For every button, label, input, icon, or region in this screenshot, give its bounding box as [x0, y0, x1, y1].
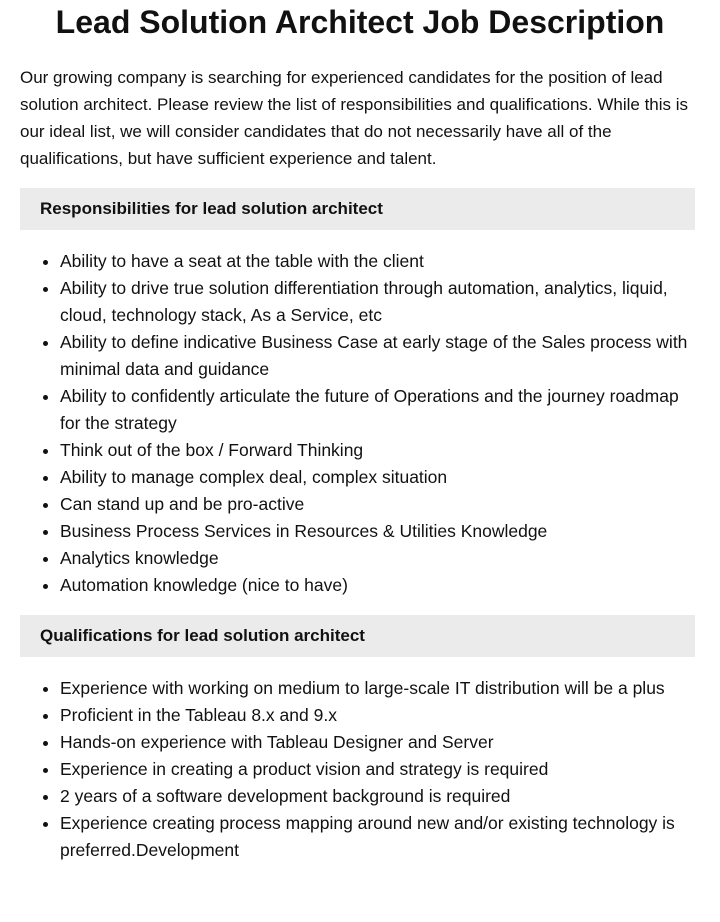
list-item: • Think out of the box / Forward Thinking	[60, 437, 700, 464]
list-item: • Hands-on experience with Tableau Designer and Server	[60, 729, 700, 756]
list-item: • Analytics knowledge	[60, 545, 700, 572]
list-item: • Automation knowledge (nice to have)	[60, 572, 700, 599]
list-item: • Business Process Services in Resources & Utilities Knowledge	[60, 518, 700, 545]
list-item: • Ability to define indicative Business Case at early stage of the Sales process with minimal data and guidance	[60, 329, 700, 383]
list-item: • 2 years of a software development background is required	[60, 783, 700, 810]
qualifications-heading: Qualifications for lead solution architect	[20, 615, 695, 657]
page-title: Lead Solution Architect Job Description	[55, 4, 665, 40]
list-item: • Ability to manage complex deal, complex situation	[60, 464, 700, 491]
list-item: • Experience in creating a product vision and strategy is required	[60, 756, 700, 783]
list-item: • Can stand up and be pro-active	[60, 491, 700, 518]
intro-text: Our growing company is searching for experienced candidates for the position of lead solution architect. Please review the list of responsibilities and qualifications. While this is our ideal list, we will consider candidates that do not necessarily have all of the qualifications, but have sufficient experience and talent.	[20, 68, 689, 168]
list-item: • Ability to confidently articulate the future of Operations and the journey roadmap for the strategy	[60, 383, 700, 437]
list-item: • Experience creating process mapping around new and/or existing technology is preferred.Development	[60, 810, 700, 864]
qualifications-list	[20, 675, 700, 864]
list-item: • Experience with working on medium to large-scale IT distribution will be a plus	[60, 675, 700, 702]
list-item: • Ability to drive true solution differentiation through automation, analytics, liquid, cloud, technology stack, As a Service, etc	[60, 275, 700, 329]
responsibilities-list	[20, 248, 700, 599]
responsibilities-heading: Responsibilities for lead solution architect	[20, 188, 695, 230]
list-item: • Proficient in the Tableau 8.x and 9.x	[60, 702, 700, 729]
list-item: • Ability to have a seat at the table with the client	[60, 248, 700, 275]
